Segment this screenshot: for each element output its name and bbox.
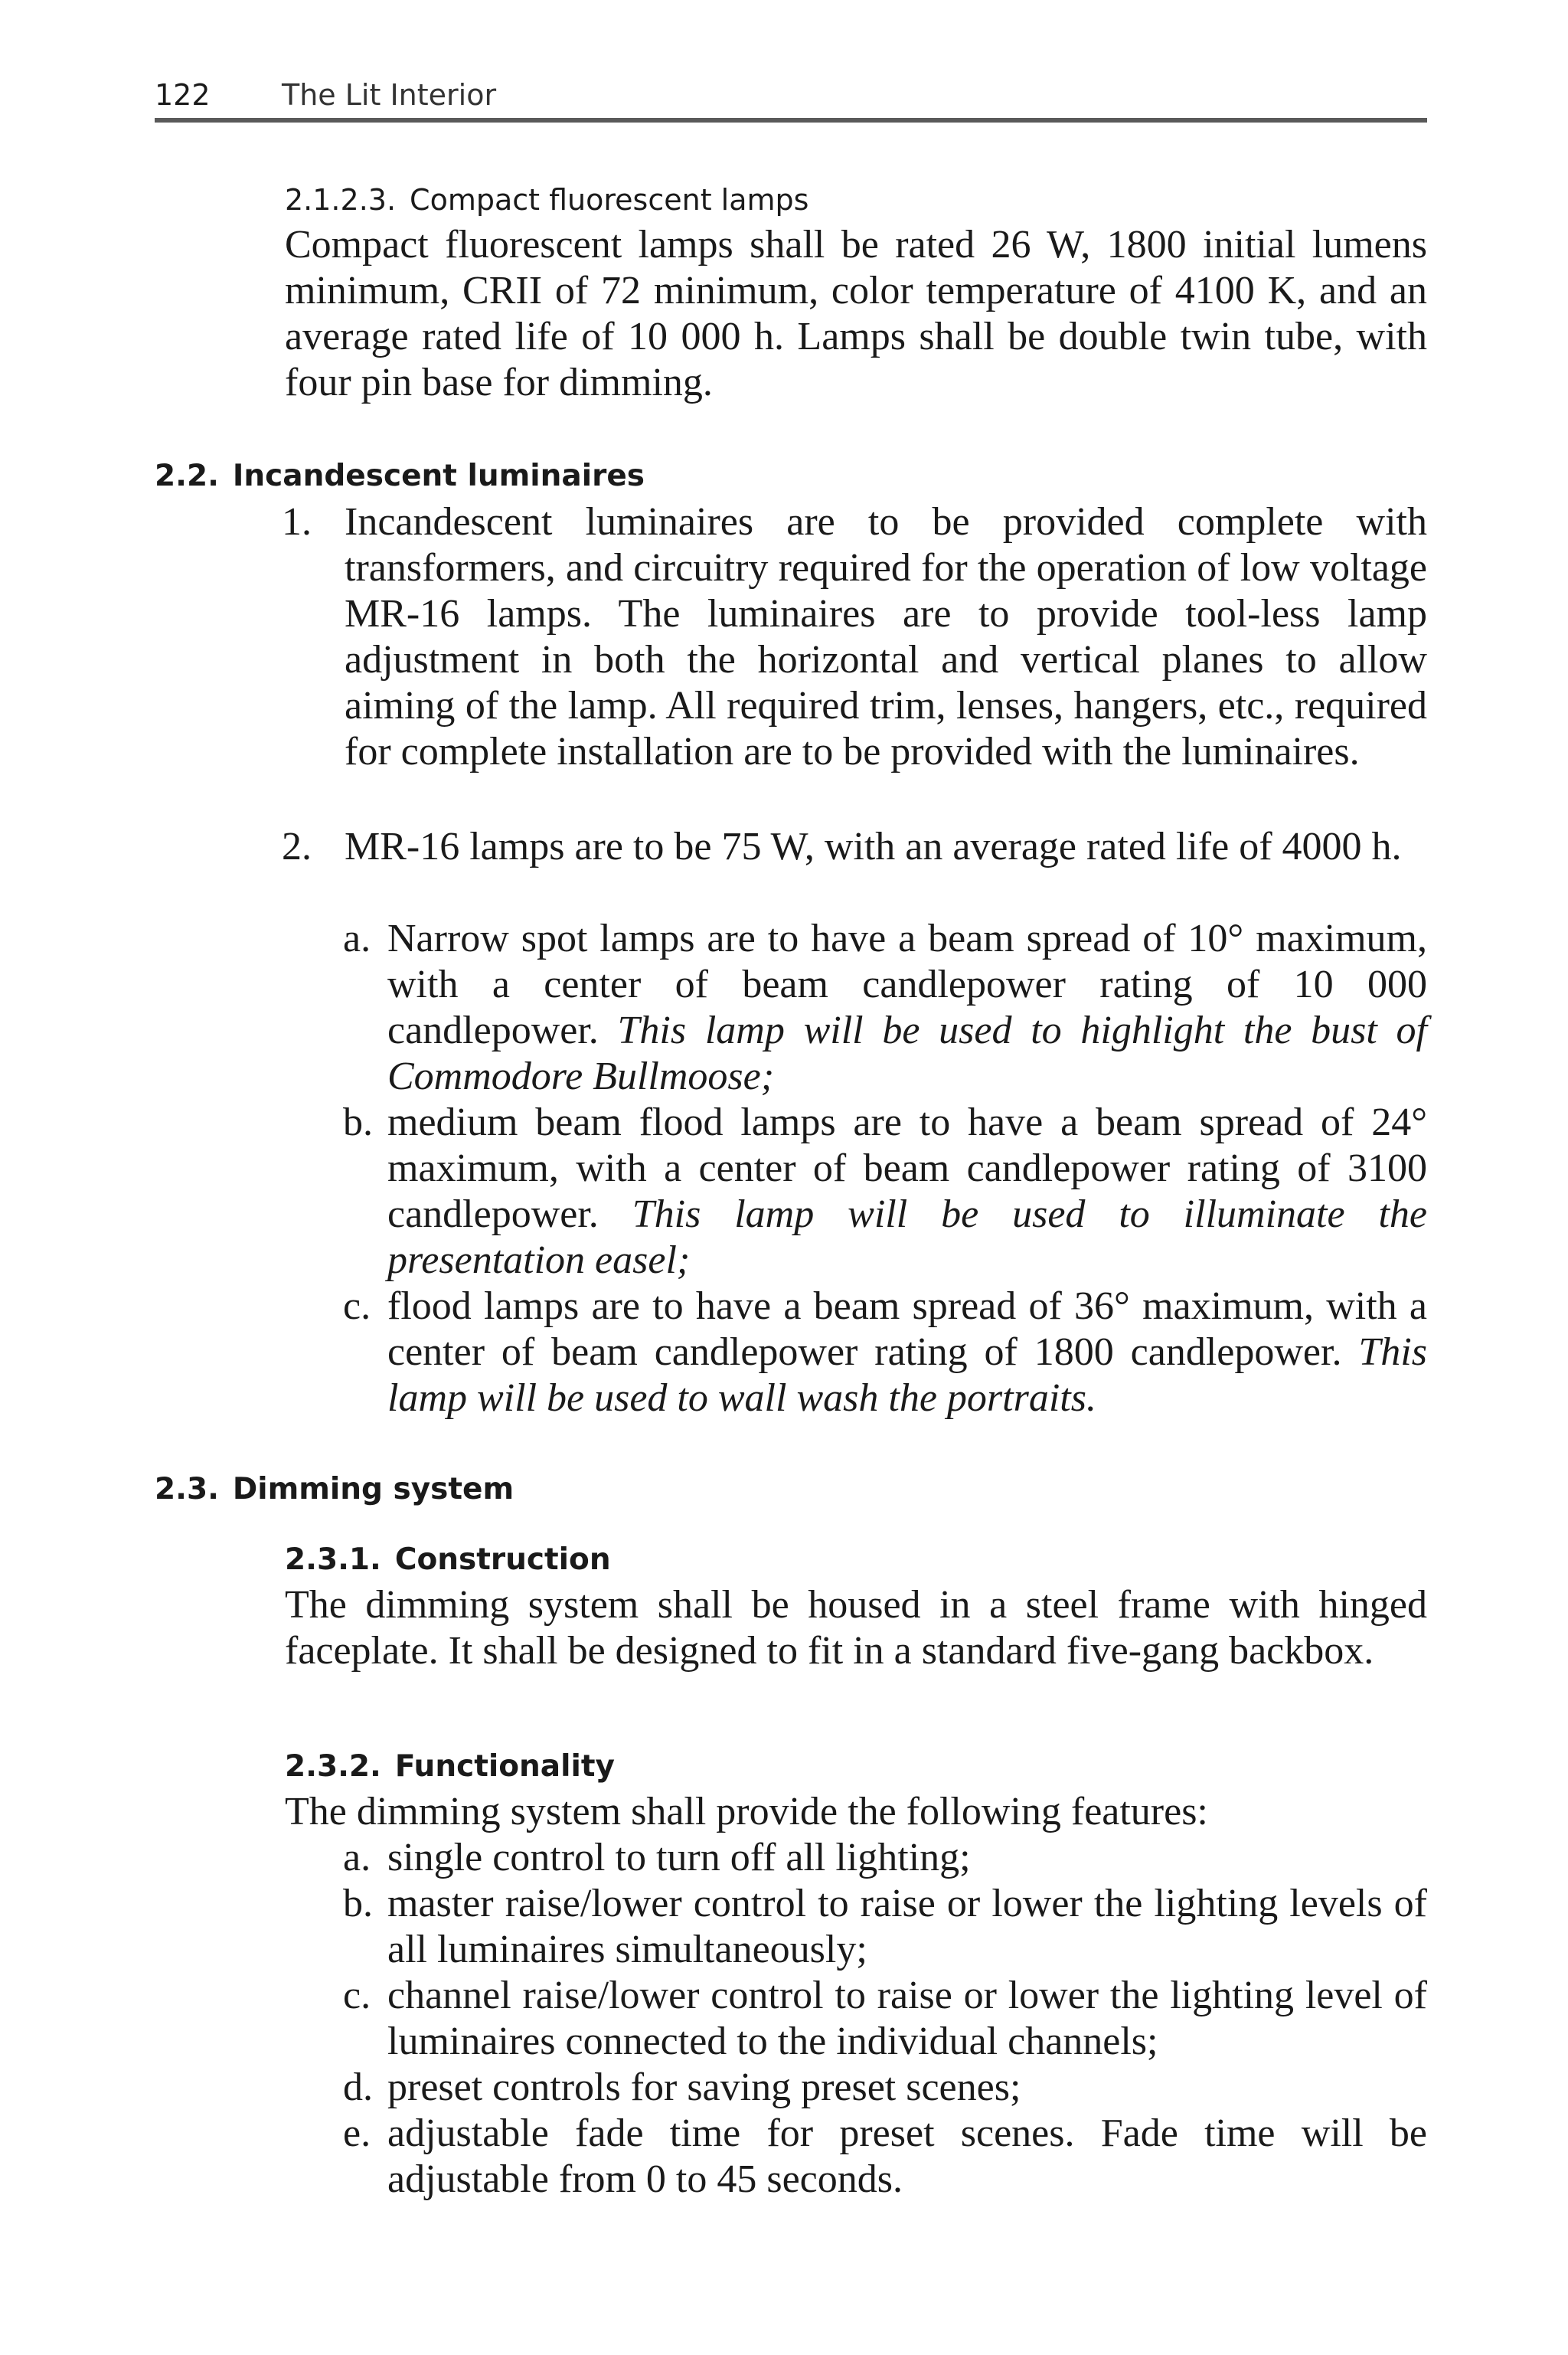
section-heading-2-3 xyxy=(155,1470,514,1509)
list-item-text xyxy=(387,1100,1427,1284)
section-heading-2-2 xyxy=(155,457,645,496)
list-item-label: c. xyxy=(343,1974,371,2017)
section-intro-2-3-2: The dimming system shall provide the following features: xyxy=(285,1790,1208,1833)
section-number: 2.3.2. xyxy=(285,1749,381,1784)
section-number: 2.3.1. xyxy=(285,1542,381,1577)
section-heading-2-3-1 xyxy=(285,1541,611,1579)
section-body-2-3-1: The dimming system shall be housed in a steel frame with hinged faceplate. It shall be designed to fit in a standard five-gang backbox. xyxy=(285,1583,1427,1673)
list-item-text xyxy=(387,916,1427,1100)
section-body-2-1-2-3: Compact fluorescent lamps shall be rated 26 W, 1800 initial lumens minimum, CRII of 72 minimum, color temperature of 4100 K, and an average rated life of 10 000 h. Lamps shall be double twin tube, with four pin base for dimming. xyxy=(285,223,1427,404)
list-item-text: MR-16 lamps are to be 75 W, with an average rated life of 4000 h. xyxy=(345,825,1402,868)
item-usage-note: This lamp will be used to illuminate the presentation easel; xyxy=(387,1192,1427,1282)
section-title: Dimming system xyxy=(232,1472,514,1506)
page-number: 122 xyxy=(155,78,211,112)
list-item-label: b. xyxy=(343,1882,373,1925)
list-item-label: d. xyxy=(343,2066,373,2109)
list-item-label: 1. xyxy=(282,500,312,544)
section-title: Compact fluorescent lamps xyxy=(410,183,809,217)
header-rule xyxy=(155,118,1427,123)
item-usage-note: This lamp will be used to highlight the bust of Commodore Bullmoose; xyxy=(387,1009,1428,1098)
item-description: Narrow spot lamps are to have a beam spread of 10° maximum, with a center of beam candlepower rating of 10 000 candlepower. xyxy=(387,917,1427,1052)
section-title: Incandescent luminaires xyxy=(232,459,645,493)
item-description: flood lamps are to have a beam spread of 36° maximum, with a center of beam candlepower rating of 1800 candlepower. xyxy=(387,1284,1427,1374)
list-item-text: channel raise/lower control to raise or lower the lighting level of luminaires connected to the individual channels; xyxy=(387,1974,1427,2063)
list-item-label: c. xyxy=(343,1284,371,1328)
list-item-label: e. xyxy=(343,2111,371,2155)
list-item-label: 2. xyxy=(282,825,312,868)
list-item-text xyxy=(387,1284,1427,1421)
item-description: medium beam flood lamps are to have a beam spread of 24° maximum, with a center of beam candlepower rating of 3100 candlepower. xyxy=(387,1101,1427,1236)
section-number: 2.1.2.3. xyxy=(285,183,397,217)
list-item-text: Incandescent luminaires are to be provided complete with transformers, and circuitry required for the operation of low voltage MR-16 lamps. The luminaires are to provide tool-less lamp adjustment in both the horizontal and vertical planes to allow aiming of the lamp. All required trim, lenses, hangers, etc., required for complete installation are to be provided with the luminaires. xyxy=(345,500,1427,774)
list-item-text: single control to turn off all lighting; xyxy=(387,1836,971,1879)
list-item-label: a. xyxy=(343,917,371,960)
list-item-text: preset controls for saving preset scenes; xyxy=(387,2066,1021,2109)
section-number: 2.3. xyxy=(155,1472,219,1506)
running-header xyxy=(155,74,1429,116)
list-item-label: b. xyxy=(343,1101,373,1144)
item-usage-note: This lamp will be used to wall wash the portraits. xyxy=(387,1330,1427,1420)
list-item-text: adjustable fade time for preset scenes. Fade time will be adjustable from 0 to 45 seconds. xyxy=(387,2111,1427,2201)
section-heading-2-1-2-3 xyxy=(285,182,808,218)
section-number: 2.2. xyxy=(155,459,219,493)
section-heading-2-3-2 xyxy=(285,1748,615,1786)
list-item-label: a. xyxy=(343,1836,371,1879)
section-title: Construction xyxy=(394,1542,611,1577)
running-title: The Lit Interior xyxy=(282,78,497,112)
list-item-text: master raise/lower control to raise or lower the lighting levels of all luminaires simultaneously; xyxy=(387,1882,1427,1971)
section-title: Functionality xyxy=(394,1749,615,1784)
